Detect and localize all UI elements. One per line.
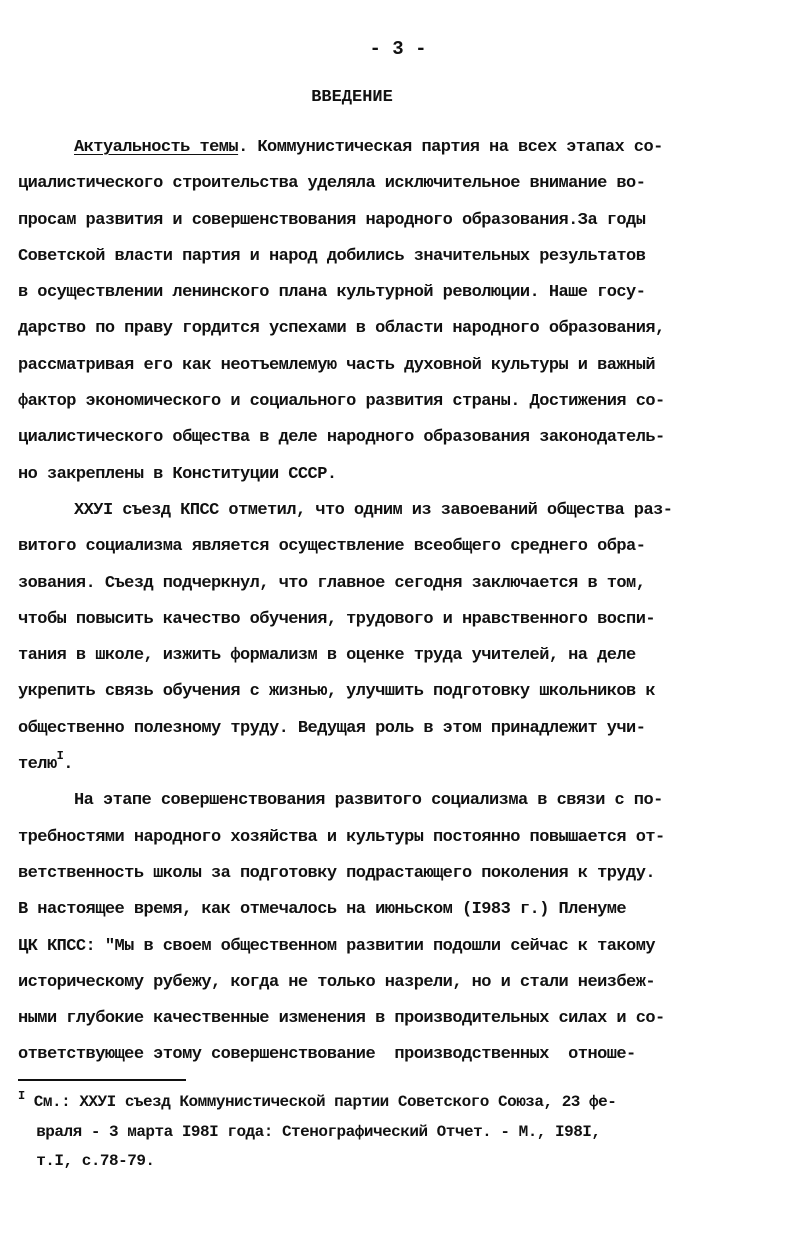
- paragraph-3-line: На этапе совершенствования развитого социализма в связи с по-: [74, 791, 663, 811]
- paragraph-3-line: требностями народного хозяйства и культуры постоянно повышается от-: [18, 827, 665, 847]
- paragraph-1-line: циалистического общества в деле народного образования законодатель-: [18, 428, 665, 448]
- footnote-reference: I: [56, 749, 64, 764]
- paragraph-1-line: Советской власти партия и народ добились значительных результатов: [18, 246, 646, 266]
- paragraph-1-line: фактор экономического и социального развития страны. Достижения со-: [18, 392, 665, 412]
- page-number: - 3 -: [369, 38, 427, 60]
- paragraph-1-line: в осуществлении ленинского плана культурной революции. Наше госу-: [18, 283, 646, 303]
- paragraph-2-line: телю$^I$.: [18, 749, 73, 775]
- paragraph-1-line: рассматривая его как неотъемлемую часть духовной культуры и важный: [18, 355, 656, 375]
- topic-heading: Актуальность темы: [74, 138, 239, 157]
- section-title: ВВЕДЕНИЕ: [311, 88, 393, 107]
- paragraph-1-line: циалистического строительства уделяла исключительное внимание во-: [18, 174, 646, 194]
- footnote: [18, 1088, 788, 1177]
- paragraph-3-line: ветственность школы за подготовку подрастающего поколения к труду.: [18, 863, 656, 883]
- paragraph-2-line: укрепить связь обучения с жизнью, улучшить подготовку школьников к: [18, 682, 656, 702]
- paragraph-1-line: просам развития и совершенствования народного образования.За годы: [18, 210, 646, 230]
- paragraph-3-line: ЦК КПСС: "Мы в своем общественном развитии подошли сейчас к такому: [18, 936, 656, 956]
- footnote-line: враля - 3 марта I98I года: Стенографический Отчет. - М., I98I,: [18, 1122, 601, 1141]
- footnote-divider: [18, 1079, 186, 1081]
- paragraph-3-line: историческому рубежу, когда не только назрели, но и стали неизбеж-: [18, 972, 656, 992]
- paragraph-2-line: чтобы повысить качество обучения, трудового и нравственного воспи-: [18, 609, 656, 629]
- paragraph-2-line: тания в школе, изжить формализм в оценке труда учителей, на деле: [18, 646, 636, 666]
- body-text: [18, 130, 788, 1074]
- footnote-line: $^I$ См.: ХХУI съезд Коммунистической партии Советского Союза, 23 фе-: [18, 1089, 617, 1111]
- paragraph-1-line: дарство по праву гордится успехами в области народного образования,: [18, 319, 665, 339]
- paragraph-3-line: ными глубокие качественные изменения в производительных силах и со-: [18, 1009, 665, 1029]
- paragraph-1-line: но закреплены в Конституции СССР.: [18, 464, 337, 484]
- paragraph-2-line: витого социализма является осуществление всеобщего среднего обра-: [18, 537, 646, 557]
- paragraph-2-line: общественно полезному труду. Ведущая роль в этом принадлежит учи-: [18, 718, 646, 738]
- footnote-line: т.I, с.78-79.: [18, 1152, 155, 1170]
- paragraph-2-line: зования. Съезд подчеркнул, что главное сегодня заключается в том,: [18, 573, 646, 593]
- paragraph-2-line: ХХУI съезд КПСС отметил, что одним из завоеваний общества раз-: [74, 500, 673, 520]
- paragraph-3-line: ответствующее этому совершенствование производственных отноше-: [18, 1045, 636, 1065]
- paragraph-1-line: Актуальность темы. Коммунистическая партия на всех этапах со-: [74, 138, 663, 157]
- paragraph-3-line: В настоящее время, как отмечалось на июньском (I983 г.) Пленуме: [18, 900, 627, 920]
- footnote-mark: I: [18, 1089, 25, 1103]
